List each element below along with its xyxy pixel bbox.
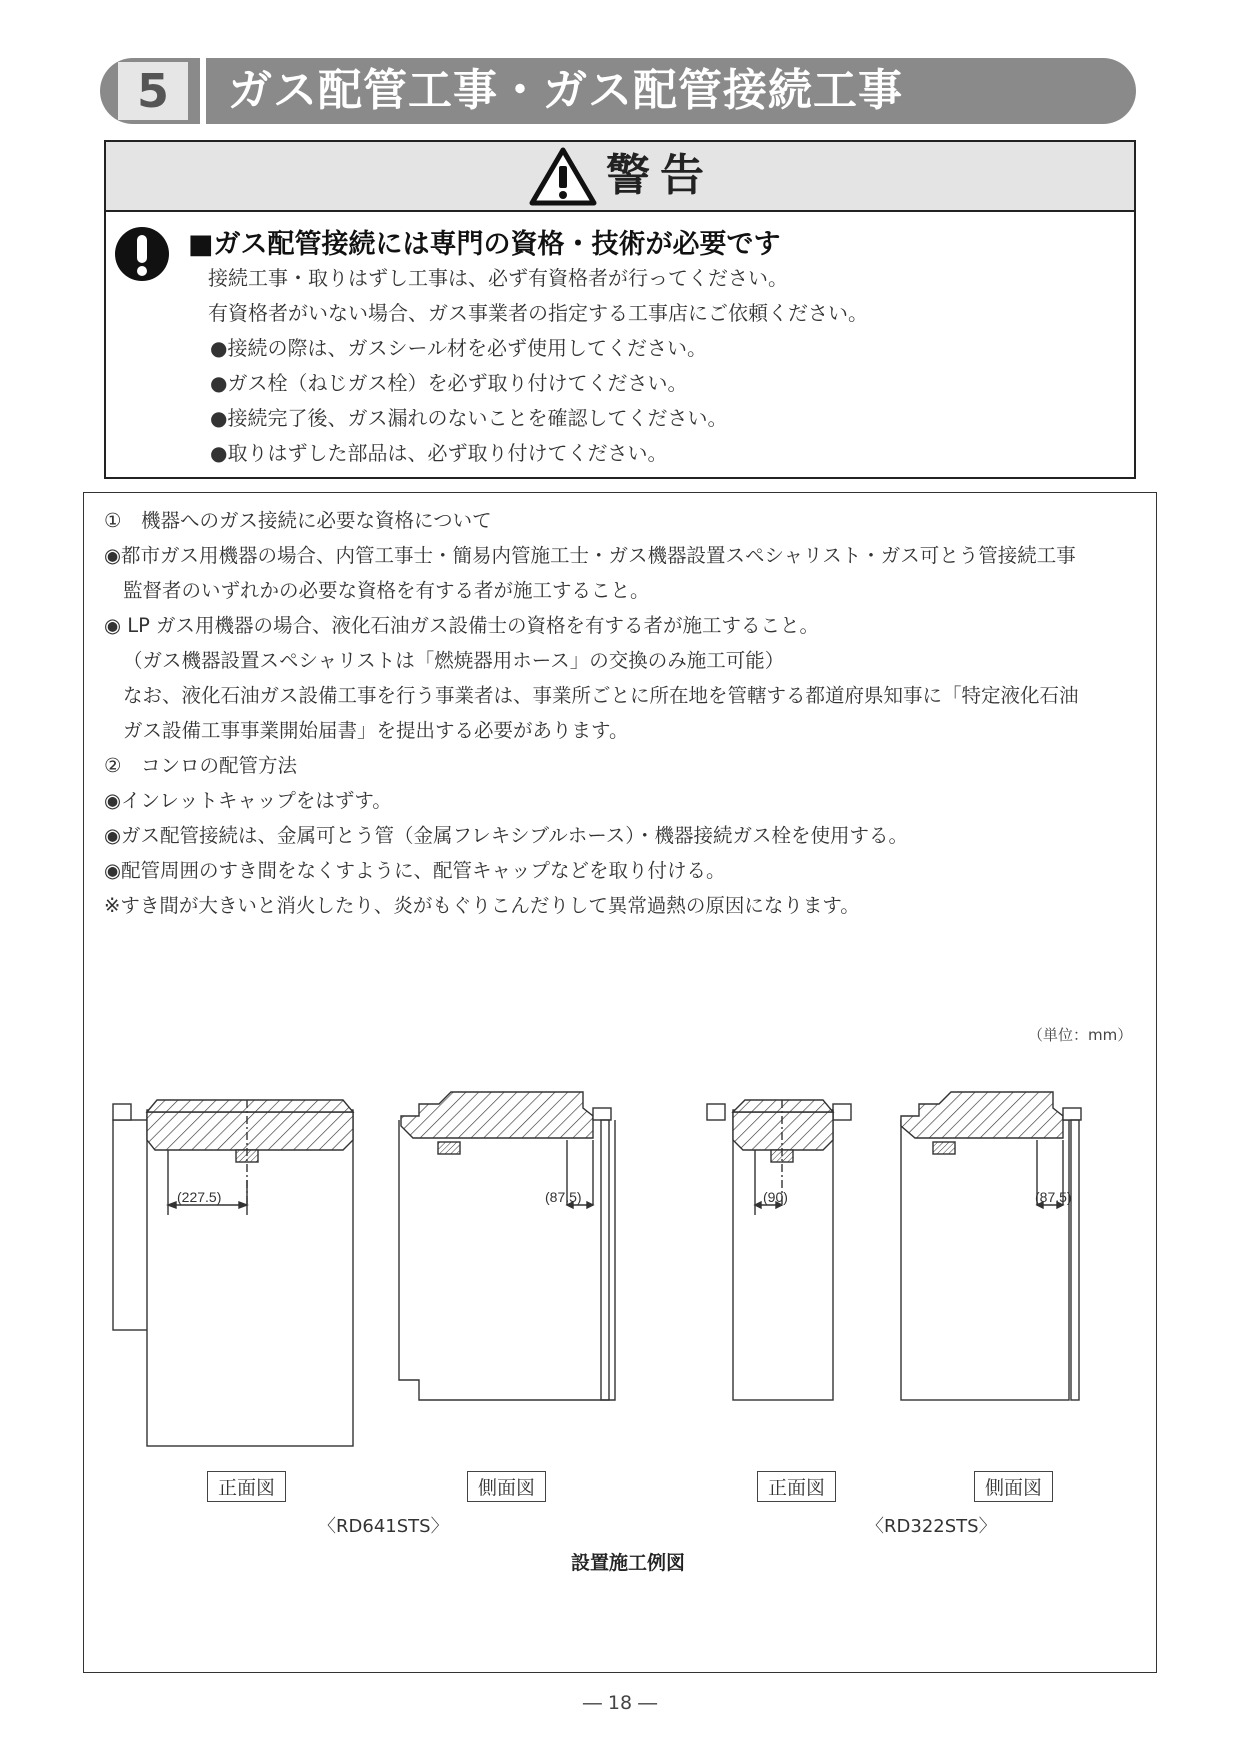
body-line: ◉インレットキャップをはずす。 [104, 789, 392, 812]
warning-heading: ■ガス配管接続には専門の資格・技術が必要です [188, 229, 781, 260]
body-line: 監督者のいずれかの必要な資格を有する者が施工すること。 [123, 579, 650, 602]
body-heading: ② コンロの配管方法 [104, 754, 297, 777]
warning-triangle-icon [528, 146, 598, 206]
view-label: 正面図 [757, 1471, 836, 1502]
side-view-rd641sts [399, 1092, 615, 1400]
warning-bullet: ●ガス栓（ねじガス栓）を必ず取り付けてください。 [210, 371, 688, 395]
body-line: ◉ LP ガス用機器の場合、液化石油ガス設備士の資格を有する者が施工すること。 [104, 614, 820, 637]
body-line: ◉ガス配管接続は、金属可とう管（金属フレキシブルホース）・機器接続ガス栓を使用する。 [104, 824, 909, 847]
body-heading: ① 機器へのガス接続に必要な資格について [104, 509, 492, 532]
warning-bullet: ●接続の際は、ガスシール材を必ず使用してください。 [210, 336, 708, 360]
view-label: 正面図 [207, 1471, 286, 1502]
warning-line: 有資格者がいない場合、ガス事業者の指定する工事店にご依頼ください。 [208, 301, 868, 325]
section-number: 5 [118, 62, 188, 120]
warning-bullet: ●取りはずした部品は、必ず取り付けてください。 [210, 441, 668, 465]
body-line: （ガス機器設置スペシャリストは「燃焼器用ホース」の交換のみ施工可能） [123, 649, 785, 672]
dimension-label: (87.5) [545, 1189, 582, 1205]
side-view-rd322sts [901, 1092, 1081, 1400]
model-label: 〈RD322STS〉 [866, 1516, 997, 1537]
front-view-rd641sts [113, 1100, 353, 1446]
warning-title: 警告 [606, 150, 714, 201]
figure-caption: 設置施工例図 [571, 1552, 686, 1574]
view-label: 側面図 [974, 1471, 1053, 1502]
exclamation-icon [114, 226, 170, 282]
dimension-label: (87.5) [1035, 1189, 1072, 1205]
warning-bullet: ●接続完了後、ガス漏れのないことを確認してください。 [210, 406, 728, 430]
dimension-label: (90) [763, 1189, 788, 1205]
warning-line: 接続工事・取りはずし工事は、必ず有資格者が行ってください。 [208, 266, 788, 290]
model-label: 〈RD641STS〉 [318, 1516, 449, 1537]
front-view-rd322sts [707, 1100, 851, 1400]
body-line: なお、液化石油ガス設備工事を行う事業者は、事業所ごとに所在地を管轄する都道府県知事に「特定液化石油 [123, 684, 1079, 707]
body-line: ◉都市ガス用機器の場合、内管工事士・簡易内管施工士・ガス機器設置スペシャリスト・ガス可とう管接続工事 [104, 544, 1076, 567]
body-line: ガス設備工事事業開始届書」を提出する必要があります。 [123, 719, 629, 742]
page-number: ― 18 ― [582, 1692, 658, 1714]
section-title: ガス配管工事・ガス配管接続工事 [228, 65, 903, 116]
body-line: ◉配管周囲のすき間をなくすように、配管キャップなどを取り付ける。 [104, 859, 726, 882]
unit-label: （単位：mm） [1028, 1026, 1133, 1044]
dimension-label: (227.5) [177, 1189, 222, 1205]
section-divider [200, 58, 206, 124]
body-note: ※すき間が大きいと消火したり、炎がもぐりこんだりして異常過熱の原因になります。 [104, 894, 860, 917]
installation-diagram [83, 1080, 1157, 1460]
view-label: 側面図 [467, 1471, 546, 1502]
